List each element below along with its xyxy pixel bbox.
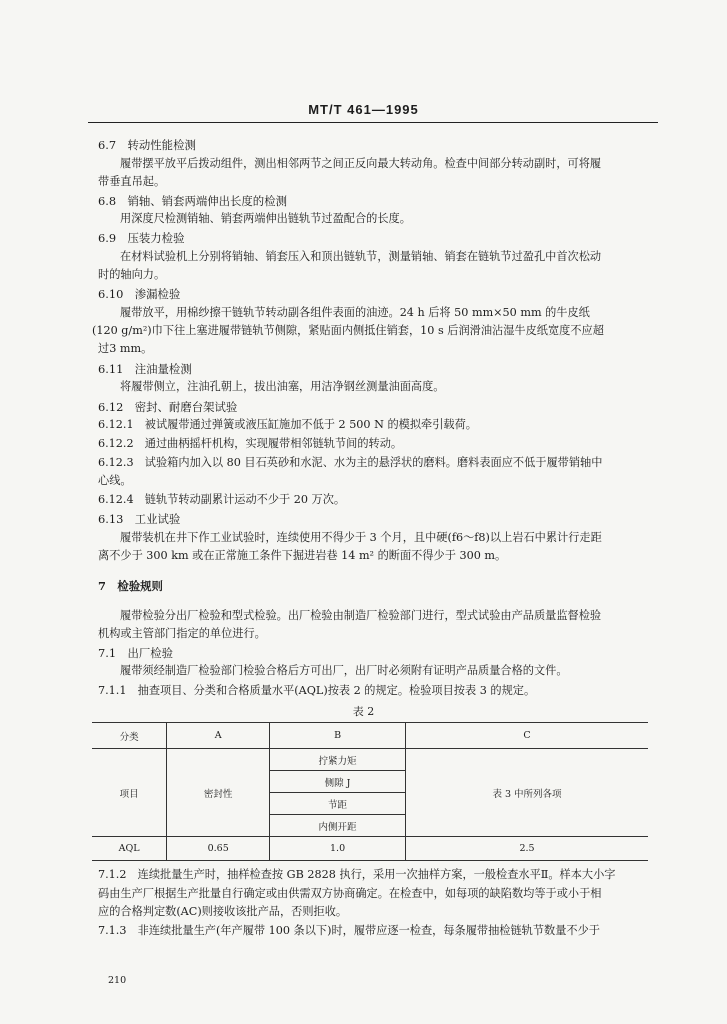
section-heading: 7.1 出厂检验	[98, 646, 174, 660]
paragraph-line: 心线。	[98, 474, 132, 487]
header-b: B	[270, 723, 406, 749]
section-heading: 6.9 压装力检验	[98, 231, 185, 245]
aql-c: 2.5	[406, 837, 648, 861]
paragraph-line: 6.12.1 被试履带通过弹簧或液压缸施加不低于 2 500 N 的模拟牵引载荷。	[98, 418, 477, 431]
header-rule	[88, 122, 658, 123]
paragraph-line: 履带放平，用棉纱擦干链轨节转动副各组件表面的油迹。24 h 后将 50 mm×50 mm 的牛皮纸	[120, 306, 590, 319]
paragraph-line: 履带检验分出厂检验和型式检验。出厂检验由制造厂检验部门进行，型式试验由产品质量监督检验	[120, 609, 602, 622]
paragraph-line: 履带装机在井下作工业试验时，连续使用不得少于 3 个月，且中硬(f6～f8)以上岩石中累计行走距	[120, 531, 602, 544]
table-2	[92, 722, 648, 861]
paragraph-line: 用深度尺检测销轴、销套两端伸出链轨节过盈配合的长度。	[120, 212, 411, 225]
row-label-items: 项目	[92, 749, 167, 837]
aql-b: 1.0	[270, 837, 406, 861]
section-heading: 6.10 渗漏检验	[98, 287, 181, 301]
paragraph-line: 7.1.3 非连续批量生产(年产履带 100 条以下)时，履带应逐一检查，每条履带抽检链轨节数量不少于	[98, 924, 600, 937]
standard-number: MT/T 461—1995	[308, 102, 419, 117]
paragraph-line: (120 g/m²)巾下往上塞进履带链轨节侧隙，紧贴面内侧抵住销套，10 s 后润滑油沾湿牛皮纸宽度不应超	[92, 324, 604, 337]
header-c: C	[406, 723, 648, 749]
section-heading: 6.8 销轴、销套两端伸出长度的检测	[98, 194, 287, 208]
paragraph-line: 带垂直吊起。	[98, 175, 166, 188]
paragraph-line: 机构或主管部门指定的单位进行。	[98, 627, 266, 640]
paragraph-line: 履带须经制造厂检验部门检验合格后方可出厂，出厂时必须附有证明产品质量合格的文件。	[120, 664, 568, 677]
paragraph-line: 离不少于 300 km 或在正常施工条件下掘进岩巷 14 m² 的断面不得少于 300 m。	[98, 549, 507, 562]
b-item: 侧隙 J	[270, 771, 406, 793]
paragraph-line: 码由生产厂根据生产批量自行确定或由供需双方协商确定。在检查中，如每项的缺陷数均等于或小于相	[98, 887, 602, 900]
a-item: 密封性	[167, 749, 270, 837]
c-item: 表 3 中所列各项	[406, 749, 648, 837]
paragraph-line: 过3 mm。	[98, 342, 153, 355]
section-heading: 6.7 转动性能检测	[98, 138, 196, 152]
paragraph-line: 6.12.2 通过曲柄摇杆机构，实现履带相邻链轨节间的转动。	[98, 437, 403, 450]
page-number: 210	[108, 975, 127, 986]
section-heading: 6.13 工业试验	[98, 512, 181, 526]
paragraph-line: 在材料试验机上分别将销轴、销套压入和顶出链轨节，测量销轴、销套在链轨节过盈孔中首次松动	[120, 250, 602, 263]
aql-a: 0.65	[167, 837, 270, 861]
b-item: 节距	[270, 793, 406, 815]
b-item: 拧紧力矩	[270, 749, 406, 771]
paragraph-line: 时的轴向力。	[98, 268, 166, 281]
paragraph-line: 应的合格判定数(AC)则接收该批产品，否则拒收。	[98, 905, 348, 918]
paragraph-line: 7.1.1 抽查项目、分类和合格质量水平(AQL)按表 2 的规定。检验项目按表 3 的规定。	[98, 684, 536, 697]
b-item: 内侧开距	[270, 815, 406, 837]
header-a: A	[167, 723, 270, 749]
section-heading: 7 检验规则	[98, 579, 163, 593]
section-heading: 6.11 注油量检测	[98, 362, 192, 376]
row-label-aql: AQL	[92, 837, 167, 861]
header-category: 分类	[92, 723, 167, 749]
paragraph-line: 7.1.2 连续批量生产时，抽样检查按 GB 2828 执行，采用一次抽样方案，一般检查水平Ⅱ。样本大小字	[98, 868, 616, 881]
paragraph-line: 履带摆平放平后拨动组件，测出相邻两节之间正反向最大转动角。检查中间部分转动副时，可将履	[120, 157, 602, 170]
section-heading: 6.12 密封、耐磨台架试验	[98, 400, 238, 414]
table-caption: 表 2	[352, 705, 375, 718]
paragraph-line: 6.12.3 试验箱内加入以 80 目石英砂和水泥、水为主的悬浮状的磨料。磨料表面应不低于履带销轴中	[98, 456, 603, 469]
paragraph-line: 6.12.4 链轨节转动副累计运动不少于 20 万次。	[98, 493, 346, 506]
paragraph-line: 将履带侧立，注油孔朝上，拔出油塞，用洁净钢丝测量油面高度。	[120, 380, 445, 393]
